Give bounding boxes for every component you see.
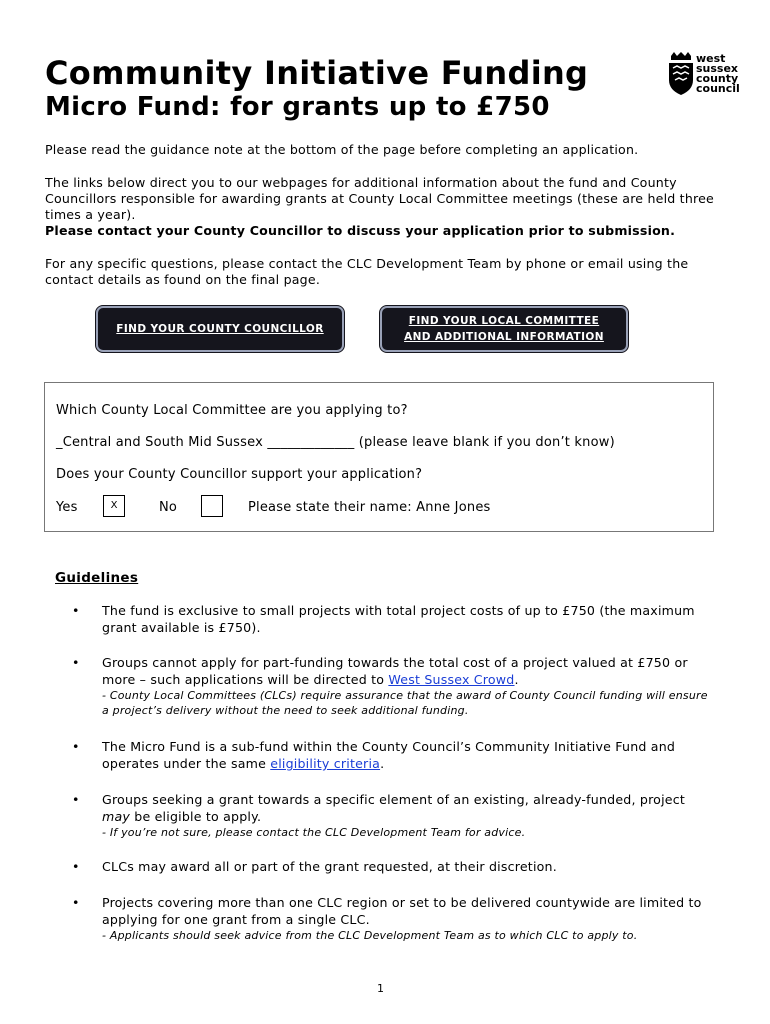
guideline-item: [72, 654, 712, 718]
committee-question: Which County Local Committee are you applying to?: [56, 403, 408, 418]
guideline-item: [72, 858, 712, 875]
logo-word-1: west: [696, 52, 726, 65]
guideline-note: - County Local Committees (CLCs) require assurance that the award of County Council funding will ensure a project’s delivery without the need to seek additional funding.: [102, 689, 708, 717]
bullet-icon: •: [72, 895, 80, 910]
guideline-note: - If you’re not sure, please contact the CLC Development Team for advice.: [102, 826, 526, 839]
logo-word-2: sussex: [696, 62, 739, 75]
guideline-text: The fund is exclusive to small projects with total project costs of up to £750 (the maximum grant available is £750).: [102, 603, 695, 635]
eligibility-criteria-link[interactable]: eligibility criteria: [270, 756, 381, 771]
guidelines-heading: Guidelines: [55, 570, 139, 586]
committee-answer-field[interactable]: _Central and South Mid Sussex _____________ (please leave blank if you don’t know): [56, 435, 615, 450]
logo-word-3: county: [696, 72, 739, 85]
guideline-text: Groups seeking a grant towards a specific element of an existing, already-funded, project: [102, 792, 685, 807]
councillor-name-field[interactable]: Please state their name: Anne Jones: [248, 500, 491, 515]
guideline-emphasis: may: [102, 809, 131, 824]
application-form-box: [44, 382, 714, 532]
intro-contact-bold: Please contact your County Councillor to discuss your application prior to submission.: [45, 223, 676, 238]
guideline-item: [72, 738, 712, 772]
guideline-item: [72, 791, 712, 840]
guideline-text-end: .: [380, 756, 385, 771]
intro-links: The links below direct you to our webpages for additional information about the fund and County Councillors responsible for awarding grants at County Local Committee meetings (these are held three times a year).: [45, 175, 714, 222]
guideline-text: Groups cannot apply for part-funding towards the total cost of a project valued at £750 or more – such applications will be directed to: [102, 655, 688, 687]
find-local-committee-label-1: FIND YOUR LOCAL COMMITTEE: [408, 315, 600, 327]
crest-icon: [668, 52, 694, 96]
yes-checkbox[interactable]: X: [103, 495, 125, 517]
find-local-committee-label-2: AND ADDITIONAL INFORMATION: [404, 331, 604, 343]
guideline-text-end: .: [514, 672, 519, 687]
guideline-text: CLCs may award all or part of the grant requested, at their discretion.: [102, 859, 557, 874]
yes-label: Yes: [56, 500, 78, 515]
no-checkbox[interactable]: [201, 495, 223, 517]
bullet-icon: •: [72, 792, 80, 807]
bullet-icon: •: [72, 739, 80, 754]
find-county-councillor-label: FIND YOUR COUNTY COUNCILLOR: [116, 323, 324, 335]
intro-guidance: Please read the guidance note at the bottom of the page before completing an application.: [45, 142, 639, 157]
west-sussex-crowd-link[interactable]: West Sussex Crowd: [388, 672, 515, 687]
councillor-support-question: Does your County Councillor support your application?: [56, 467, 423, 482]
logo-word-4: council: [696, 82, 740, 95]
bullet-icon: •: [72, 603, 80, 618]
guideline-text: Projects covering more than one CLC region or set to be delivered countywide are limited to applying for one grant from a single CLC.: [102, 895, 702, 927]
bullet-icon: •: [72, 859, 80, 874]
guideline-note: - Applicants should seek advice from the CLC Development Team as to which CLC to apply to.: [102, 929, 638, 942]
council-logo: [668, 52, 748, 98]
page-number: 1: [377, 982, 384, 995]
find-county-councillor-button[interactable]: [96, 306, 344, 352]
guideline-item: [72, 602, 712, 636]
page-title-line1: Community Initiative Funding: [45, 54, 589, 92]
guideline-item: [72, 894, 712, 943]
page-title-line2: Micro Fund: for grants up to £750: [45, 92, 550, 122]
no-label: No: [159, 500, 178, 515]
bullet-icon: •: [72, 655, 80, 670]
find-local-committee-button[interactable]: [380, 306, 628, 352]
guideline-text-end: be eligible to apply.: [130, 809, 262, 824]
intro-questions: For any specific questions, please contact the CLC Development Team by phone or email using the contact details as found on the final page.: [45, 256, 689, 287]
guideline-text: The Micro Fund is a sub-fund within the County Council’s Community Initiative Fund and operates under the same: [102, 739, 676, 771]
